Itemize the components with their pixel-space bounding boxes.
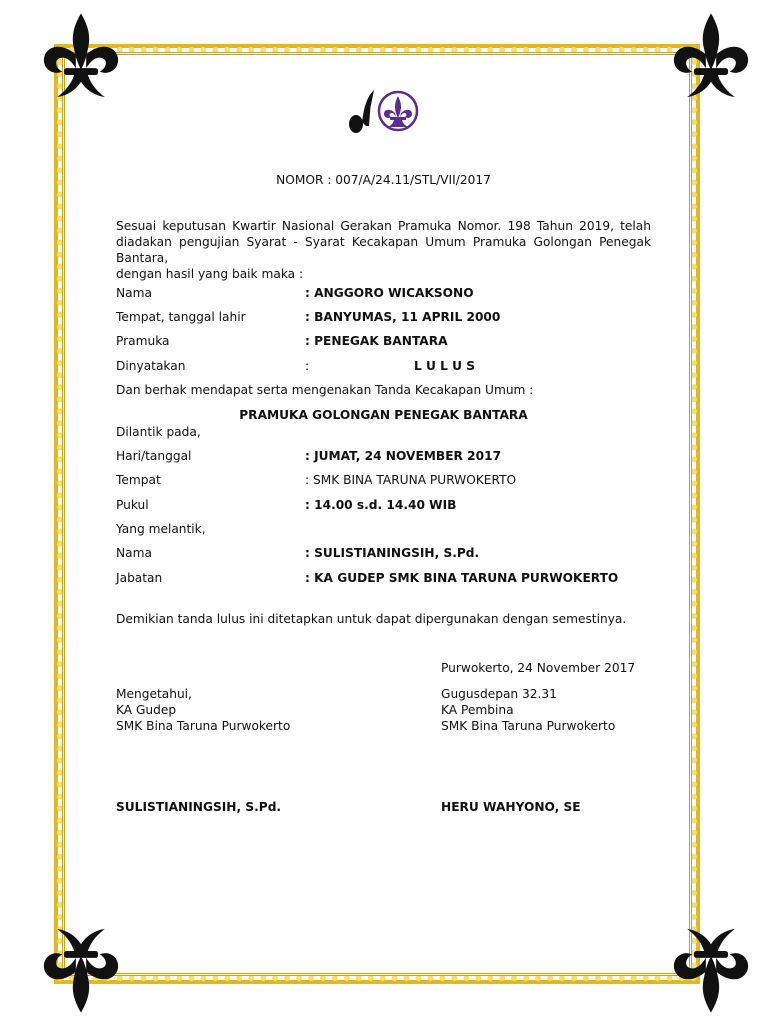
right-signatory-name: HERU WAHYONO, SE — [441, 800, 581, 814]
left-sign-line: KA Gudep — [116, 703, 177, 717]
left-sign-line: Mengetahui, — [116, 687, 192, 701]
jabatan-value: : KA GUDEP SMK BINA TARUNA PURWOKERTO — [305, 571, 619, 585]
scout-emblem — [344, 86, 420, 136]
pelantik-nama-value: : SULISTIANINGSIH, S.Pd. — [305, 546, 480, 560]
certificate-border-inner — [62, 52, 692, 976]
hari-label: Hari/tanggal — [116, 449, 192, 463]
place-date: Purwokerto, 24 November 2017 — [441, 661, 636, 675]
left-signatory-name: SULISTIANINGSIH, S.Pd. — [116, 800, 282, 814]
intro-line: diadakan pengujian Syarat - Syarat Kecakapan Umum Pramuka Golongan Penegak Bantara, — [116, 235, 651, 265]
tunas-kelapa-icon — [349, 90, 374, 133]
dinyatakan-value: L U L U S — [414, 359, 476, 373]
pukul-value: : 14.00 s.d. 14.40 WIB — [305, 498, 457, 512]
pelantik-nama-label: Nama — [116, 546, 152, 560]
intro-line: dengan hasil yang baik maka : — [116, 267, 304, 281]
fleur-de-lis-icon — [668, 10, 754, 104]
fleur-de-lis-icon — [38, 922, 124, 1016]
nama-value: : ANGGORO WICAKSONO — [305, 286, 474, 300]
ttl-label: Tempat, tanggal lahir — [116, 310, 246, 324]
jabatan-label: Jabatan — [116, 571, 163, 585]
hari-value: : JUMAT, 24 NOVEMBER 2017 — [305, 449, 502, 463]
ttl-value: : BANYUMAS, 11 APRIL 2000 — [305, 310, 501, 324]
pukul-label: Pukul — [116, 498, 149, 512]
tku-title: PRAMUKA GOLONGAN PENEGAK BANTARA — [239, 408, 528, 422]
intro-paragraph — [116, 218, 651, 282]
dinyatakan-label: Dinyatakan — [116, 359, 186, 373]
dilantik-heading: Dilantik pada, — [116, 425, 201, 439]
right-sign-line: KA Pembina — [441, 703, 514, 717]
berhak-text: Dan berhak mendapat serta mengenakan Tanda Kecakapan Umum : — [116, 383, 534, 397]
intro-line: Sesuai keputusan Kwartir Nasional Gerakan Pramuka Nomor. 198 Tahun 2019, telah — [116, 219, 651, 233]
world-scout-emblem-icon — [379, 92, 417, 130]
right-sign-line: Gugusdepan 32.31 — [441, 687, 557, 701]
left-sign-line: SMK Bina Taruna Purwokerto — [116, 719, 291, 733]
fleur-de-lis-icon — [38, 10, 124, 104]
right-sign-line: SMK Bina Taruna Purwokerto — [441, 719, 616, 733]
dinyatakan-colon: : — [305, 359, 310, 373]
fleur-de-lis-icon — [668, 922, 754, 1016]
tempat-value: : SMK BINA TARUNA PURWOKERTO — [305, 473, 517, 487]
tempat-label: Tempat — [116, 473, 161, 487]
pramuka-label: Pramuka — [116, 334, 170, 348]
nama-label: Nama — [116, 286, 152, 300]
pramuka-value: : PENEGAK BANTARA — [305, 334, 448, 348]
melantik-heading: Yang melantik, — [116, 522, 206, 536]
closing-statement: Demikian tanda lulus ini ditetapkan untuk dapat dipergunakan dengan semestinya. — [116, 612, 627, 626]
document-number: NOMOR : 007/A/24.11/STL/VII/2017 — [276, 173, 491, 187]
